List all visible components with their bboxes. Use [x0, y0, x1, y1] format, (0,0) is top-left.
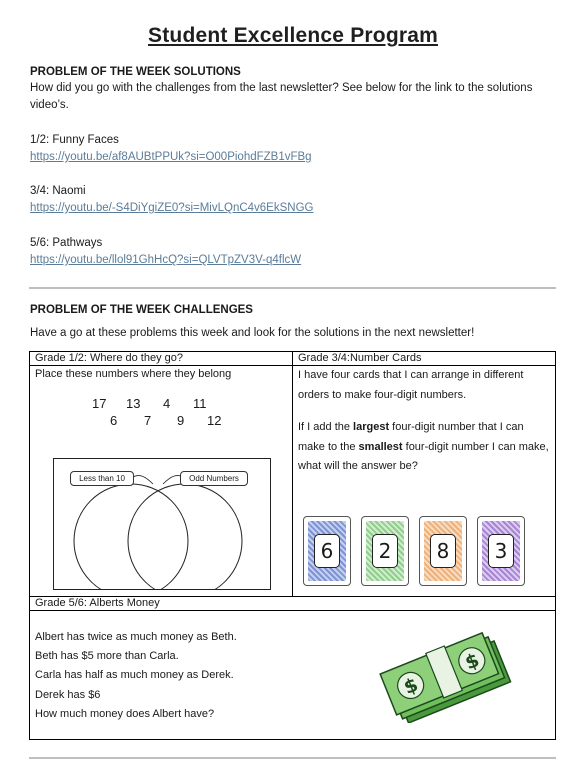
number-card [477, 516, 525, 586]
problem-line: Derek has $6 [35, 688, 101, 701]
number: 12 [207, 413, 222, 428]
problem-line: How much money does Albert have? [35, 707, 215, 720]
venn-right-circle [128, 484, 242, 590]
footer-divider [29, 757, 556, 759]
number: 7 [144, 413, 152, 428]
grade34-paragraph-1: I have four cards that I can arrange in different orders to make four-digit numbers. [298, 369, 524, 401]
venn-label-left: Less than 10 [70, 471, 134, 486]
dollar-sign-right: $ [461, 648, 483, 675]
solution-label-56: 5/6: Pathways [30, 237, 103, 249]
emphasis: smallest [358, 440, 403, 453]
grade34-header: Grade 3/4:Number Cards [293, 352, 556, 366]
venn-left-circle [74, 484, 188, 590]
problem-line: Beth has $5 more than Carla. [35, 650, 179, 663]
solution-link-12[interactable]: https://youtu.be/af8AUBtPPUk?si=O00PiohdFZB1vFBg [30, 151, 312, 163]
challenges-intro: Have a go at these problems this week and look for the solutions in the next newsletter! [30, 327, 475, 339]
card-digit: 3 [488, 534, 514, 568]
venn-label-right: Odd Numbers [180, 471, 248, 486]
number: 6 [110, 413, 118, 428]
money-stack-illustration [377, 625, 517, 723]
text: If I add the [298, 421, 354, 433]
text: four-digit number that I can make to the [298, 421, 524, 453]
number: 4 [163, 396, 171, 411]
number-card [303, 516, 351, 586]
card-digit: 6 [314, 534, 340, 568]
grade12-header: Grade 1/2: Where do they go? [30, 352, 293, 366]
number: 17 [92, 396, 107, 411]
solution-label-34: 3/4: Naomi [30, 185, 86, 197]
dollar-sign-left: $ [400, 673, 422, 700]
grade34-paragraph-2 [298, 418, 550, 477]
problem-line: Albert has twice as much money as Beth. [35, 631, 237, 643]
section-divider [29, 287, 556, 289]
page-title: Student Excellence Program [148, 24, 438, 47]
grade34-cell [293, 366, 556, 597]
number-card [419, 516, 467, 586]
grade12-instruction: Place these numbers where they belong [35, 368, 232, 380]
number: 11 [193, 396, 207, 411]
solutions-intro: How did you go with the challenges from the last newsletter? See below for the link to the solutions video’s. [30, 82, 533, 111]
solution-link-34[interactable]: https://youtu.be/-S4DiYgiZE0?si=MivLQnC4v6EkSNGG [30, 202, 314, 214]
number-card [361, 516, 409, 586]
challenges-heading: PROBLEM OF THE WEEK CHALLENGES [30, 304, 253, 316]
card-digit: 8 [430, 534, 456, 568]
number: 13 [126, 396, 141, 411]
grade56-header: Grade 5/6: Alberts Money [30, 597, 556, 611]
number: 9 [177, 413, 185, 428]
solution-label-12: 1/2: Funny Faces [30, 134, 119, 146]
emphasis: largest [353, 421, 390, 433]
challenges-table [29, 351, 556, 740]
card-digit: 2 [372, 534, 398, 568]
solution-link-56[interactable]: https://youtu.be/llol91GhHcQ?si=QLVTpZV3V-q4flcW [30, 254, 302, 266]
grade56-cell [30, 611, 556, 740]
problem-line: Carla has half as much money as Derek. [35, 669, 234, 682]
text: four-digit number I can make, what will the answer be? [298, 440, 549, 472]
grade12-cell [30, 366, 293, 597]
solutions-heading: PROBLEM OF THE WEEK SOLUTIONS [30, 66, 241, 78]
